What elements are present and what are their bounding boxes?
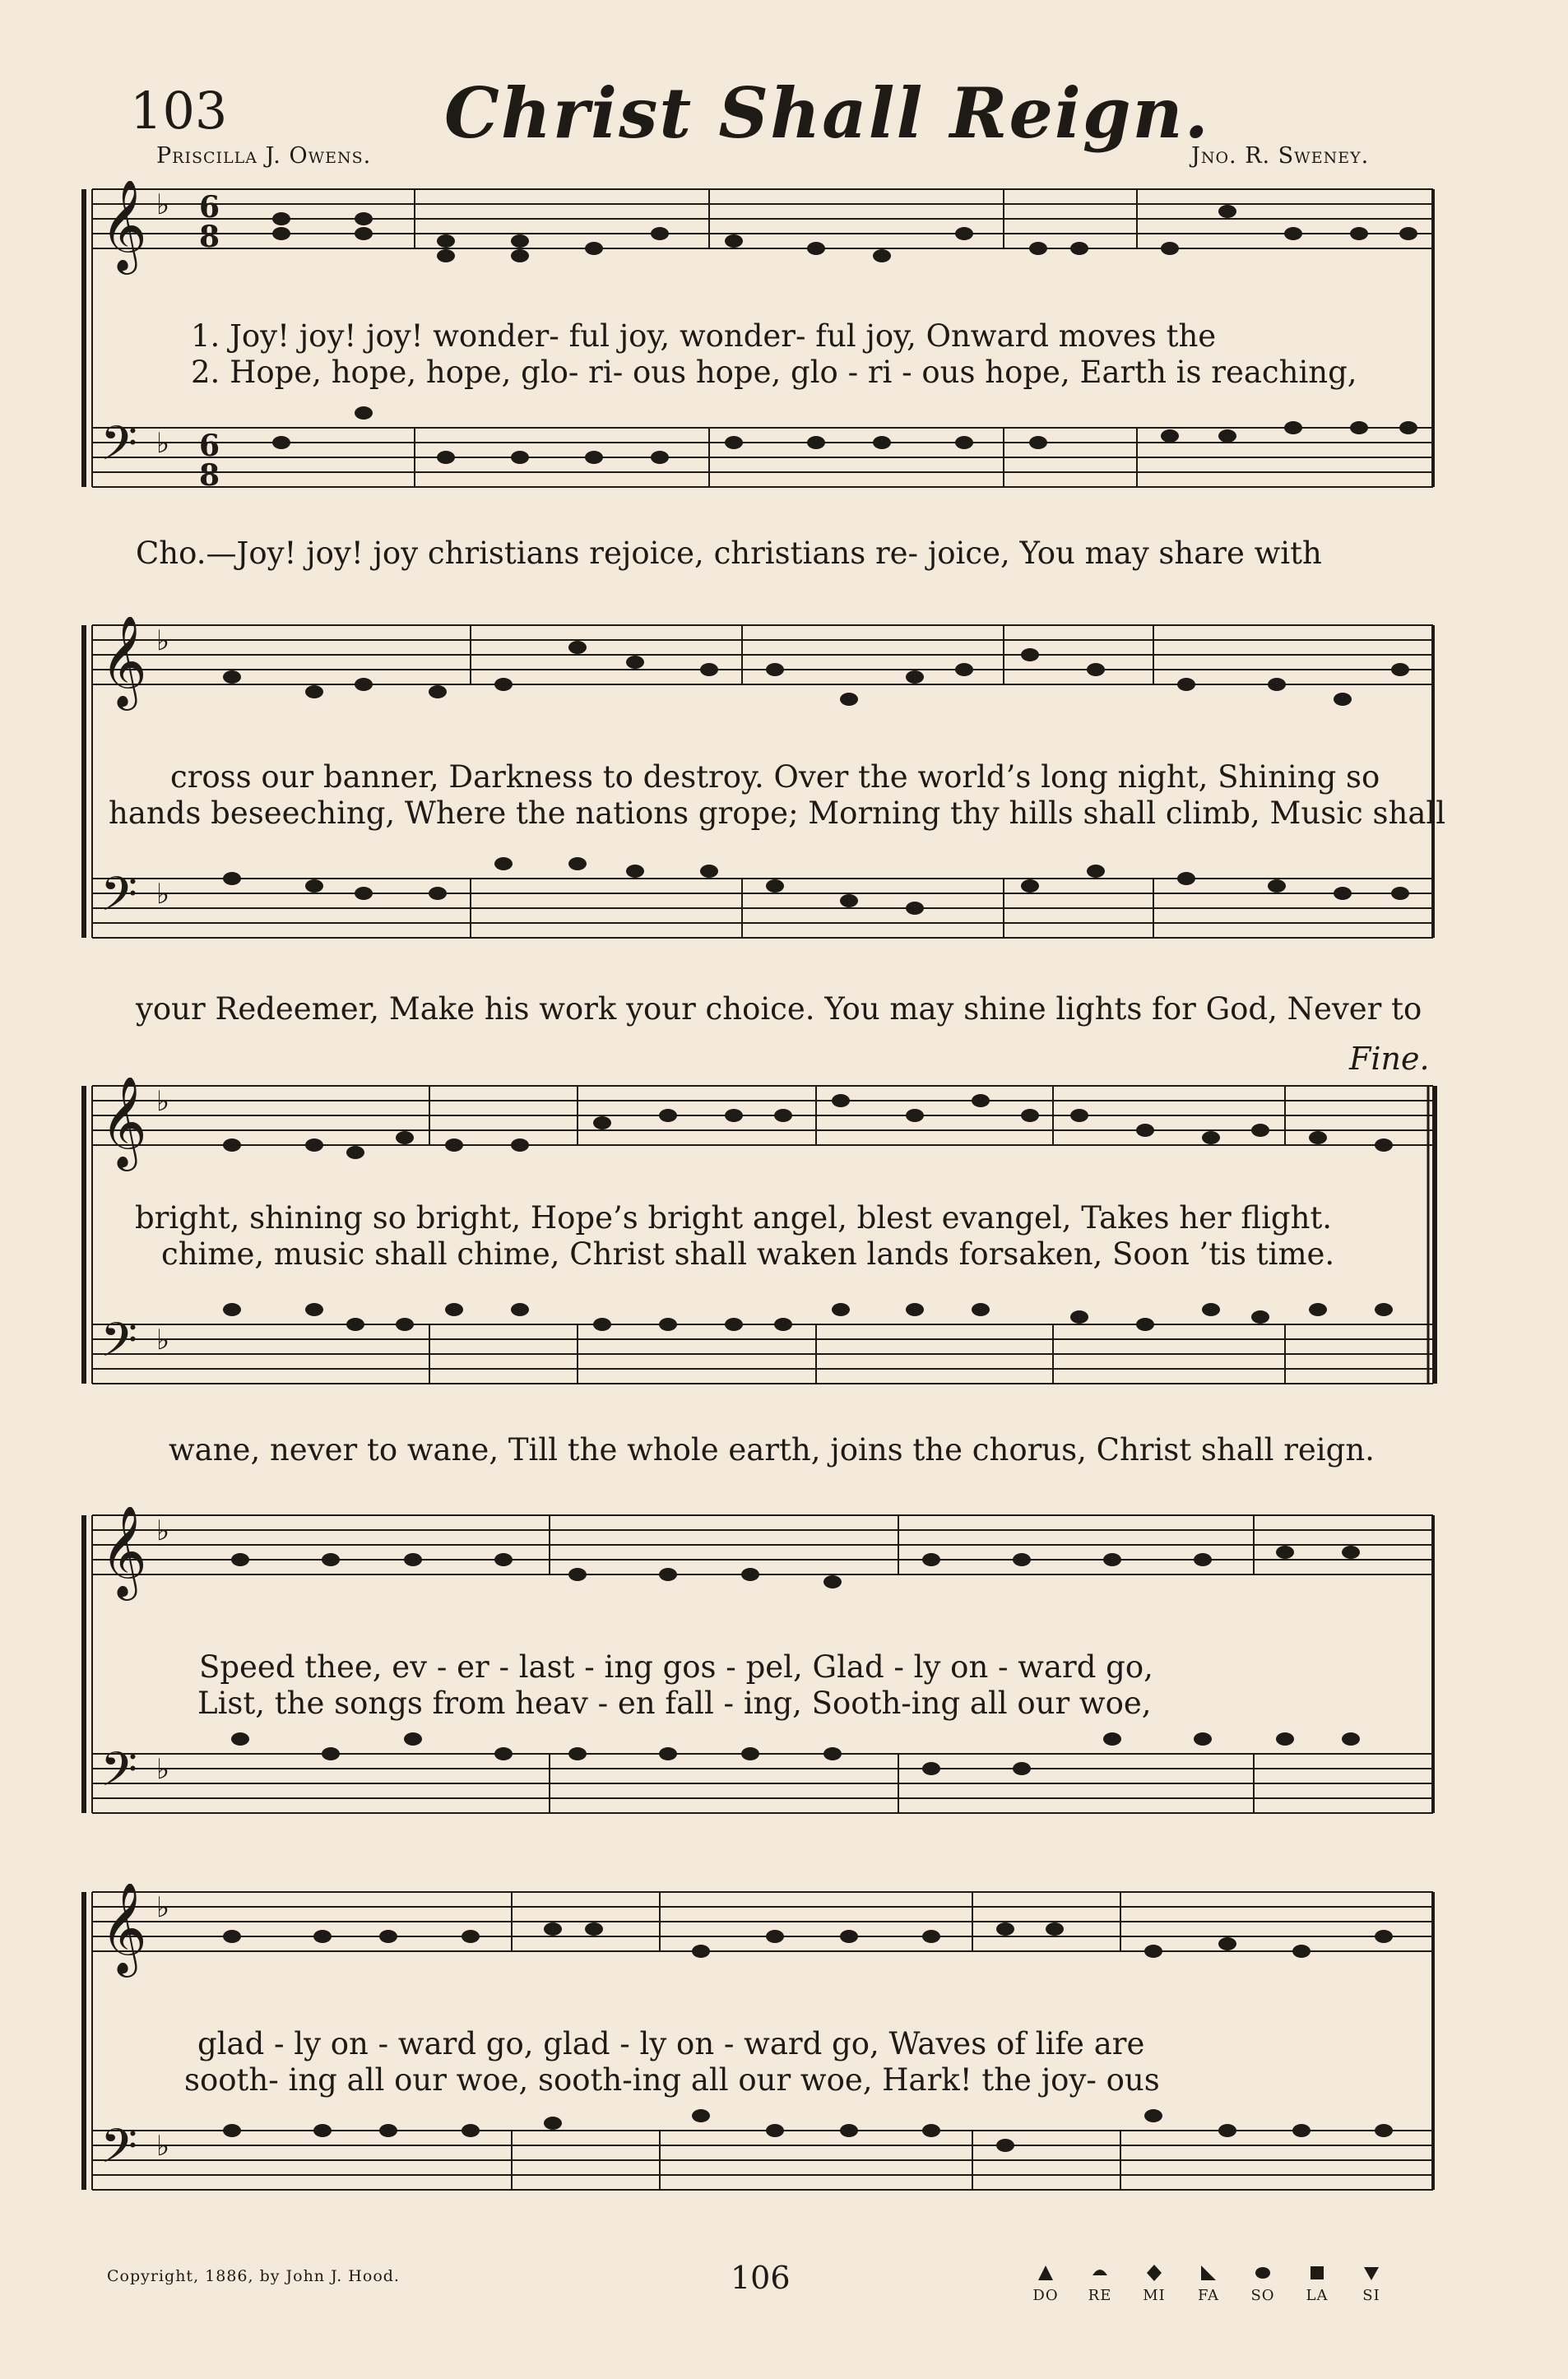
svg-text:6: 6	[199, 429, 220, 463]
solfege-key	[1020, 2264, 1407, 2313]
svg-text:𝄞: 𝄞	[100, 617, 147, 707]
hymn-number: 103	[130, 81, 228, 141]
right-triangle-shape-icon	[1199, 2264, 1218, 2282]
solfege-mi: MI	[1129, 2264, 1180, 2304]
svg-text:♭: ♭	[156, 1085, 170, 1118]
svg-text:8: 8	[199, 458, 220, 493]
svg-text:♭: ♭	[156, 1514, 170, 1547]
round-shape-icon	[1254, 2264, 1272, 2282]
chorus-lyric-line: your Redeemer, Make his work your choice. You may shine lights for God, Never to	[136, 991, 1422, 1027]
svg-text:𝄢: 𝄢	[100, 415, 138, 483]
solfege-la: LA	[1292, 2264, 1343, 2304]
copyright-notice: Copyright, 1886, by John J. Hood.	[107, 2267, 400, 2285]
lyric-line: bright, shining so bright, Hope’s bright angel, blest evangel, Takes her flight.	[135, 1200, 1333, 1236]
diamond-shape-icon	[1145, 2264, 1163, 2282]
lyric-line: hands beseeching, Where the nations grope; Morning thy hills shall climb, Music shall	[109, 795, 1446, 831]
svg-text:♭: ♭	[156, 1324, 170, 1356]
lyric-line: 2. Hope, hope, hope, glo- ri- ous hope, glo - ri - ous hope, Earth is reaching,	[191, 355, 1357, 390]
lyric-line: 1. Joy! joy! joy! wonder- ful joy, wonder- ful joy, Onward moves the	[191, 318, 1217, 354]
lyric-line: cross our banner, Darkness to destroy. Over the world’s long night, Shining so	[170, 759, 1380, 795]
svg-text:♭: ♭	[156, 1891, 170, 1924]
chorus-lyric-line: wane, never to wane, Till the whole earth, joins the chorus, Christ shall reign.	[169, 1432, 1375, 1468]
chorus-lyric-line: Cho.—Joy! joy! joy christians rejoice, christians re- joice, You may share with	[136, 536, 1322, 571]
svg-text:𝄞: 𝄞	[100, 1078, 147, 1167]
svg-text:♭: ♭	[156, 1753, 170, 1786]
solfege-si: SI	[1346, 2264, 1397, 2304]
svg-text:𝄞: 𝄞	[100, 1507, 147, 1597]
solfege-re: RE	[1074, 2264, 1125, 2304]
svg-text:8: 8	[199, 220, 220, 254]
lyric-line: List, the songs from heav - en fall - ing, Sooth-ing all our woe,	[197, 1686, 1152, 1721]
solfege-so: SO	[1237, 2264, 1288, 2304]
lyric-line: glad - ly on - ward go, glad - ly on - ward go, Waves of life are	[197, 2026, 1145, 2061]
lyric-line: sooth- ing all our woe, sooth-ing all our woe, Hark! the joy- ous	[184, 2062, 1160, 2098]
music-system-2	[76, 617, 1446, 987]
svg-text:𝄢: 𝄢	[100, 2118, 138, 2186]
svg-text:𝄞: 𝄞	[100, 1884, 147, 1973]
fine-marking: Fine.	[1349, 1041, 1430, 1077]
music-system-3	[76, 1078, 1441, 1448]
svg-text:6: 6	[199, 190, 220, 225]
page-number: 106	[731, 2260, 791, 2296]
svg-text:𝄢: 𝄢	[100, 1741, 138, 1809]
svg-text:𝄢: 𝄢	[100, 866, 138, 934]
svg-text:𝄢: 𝄢	[100, 1312, 138, 1380]
hymn-title: Christ Shall Reign.	[444, 72, 1210, 154]
square-shape-icon	[1308, 2264, 1326, 2282]
svg-text:♭: ♭	[156, 2130, 170, 2163]
svg-text:♭: ♭	[156, 427, 170, 460]
lyric-line: Speed thee, ev - er - last - ing gos - pel, Glad - ly on - ward go,	[199, 1649, 1153, 1685]
music-system-1	[76, 181, 1441, 510]
solfege-do: DO	[1020, 2264, 1071, 2304]
half-moon-shape-icon	[1091, 2264, 1109, 2282]
solfege-fa: FA	[1183, 2264, 1234, 2304]
wedge-shape-icon	[1362, 2264, 1380, 2282]
music-system-5	[76, 1884, 1441, 2229]
lyricist-credit: Priscilla J. Owens.	[156, 143, 372, 169]
lyric-line: chime, music shall chime, Christ shall waken lands forsaken, Soon ’tis time.	[161, 1236, 1335, 1272]
svg-text:♭: ♭	[156, 624, 170, 657]
svg-text:♭: ♭	[156, 878, 170, 911]
triangle-shape-icon	[1037, 2264, 1055, 2282]
composer-credit: Jno. R. Sweney.	[1191, 143, 1370, 169]
music-system-4	[76, 1507, 1441, 1853]
svg-text:𝄞: 𝄞	[100, 181, 147, 271]
svg-text:♭: ♭	[156, 188, 170, 221]
